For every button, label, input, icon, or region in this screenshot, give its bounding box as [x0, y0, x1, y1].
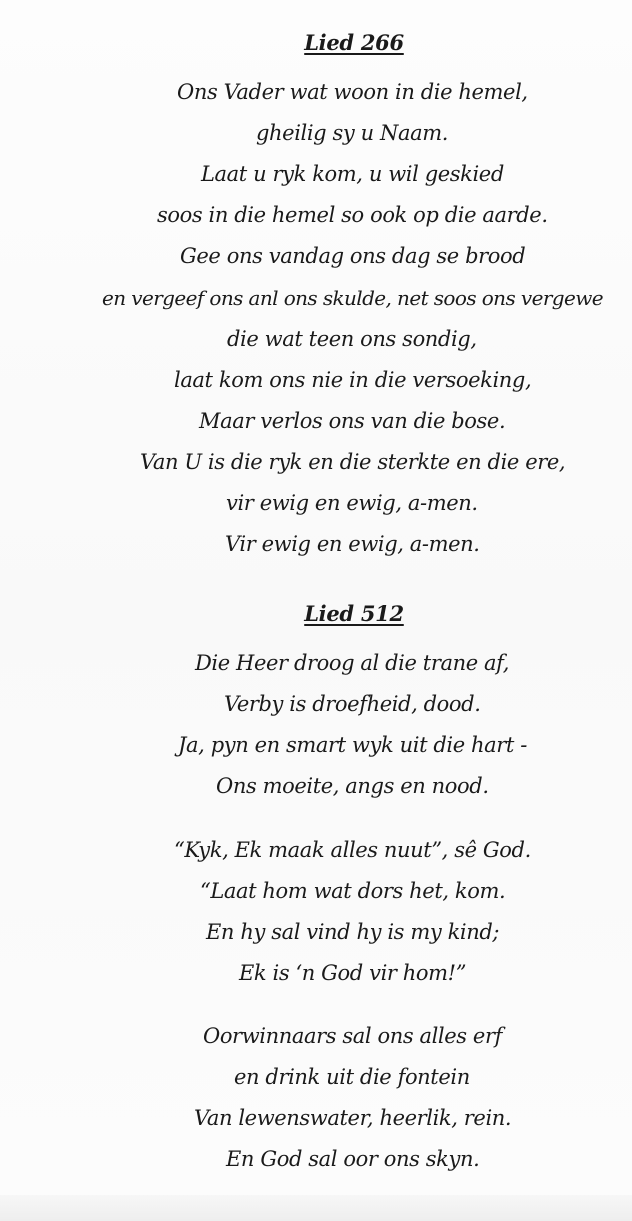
hymn-line: en vergeef ons anl ons skulde, net soos ons vergewe: [102, 286, 603, 310]
hymn-line: soos in die hemel so ook op die aarde.: [157, 203, 548, 227]
hymn-line: En hy sal vind hy is my kind;: [206, 920, 500, 944]
hymn-line: en drink uit die fontein: [234, 1065, 470, 1089]
hymn-line: Van lewenswater, heerlik, rein.: [194, 1106, 512, 1130]
hymn-line: Vir ewig en ewig, a-men.: [225, 532, 480, 556]
hymn-line: gheilig sy u Naam.: [256, 121, 448, 145]
page-bottom-edge: [0, 1195, 632, 1221]
hymn-line: Ons Vader wat woon in die hemel,: [177, 80, 528, 104]
hymn-line: Laat u ryk kom, u wil geskied: [201, 162, 504, 186]
hymn-line: “Kyk, Ek maak alles nuut”, sê God.: [174, 838, 531, 862]
hymn-line: Maar verlos ons van die bose.: [199, 409, 506, 433]
hymn-line: En God sal oor ons skyn.: [226, 1147, 480, 1171]
hymn-title: Lied 512: [304, 601, 404, 626]
hymn-line: Die Heer droog al die trane af,: [195, 651, 510, 675]
hymn-line: laat kom ons nie in die versoeking,: [174, 368, 532, 392]
hymn-title: Lied 266: [304, 30, 404, 55]
hymn-line: Ja, pyn en smart wyk uit die hart -: [178, 733, 527, 757]
hymn-line: vir ewig en ewig, a-men.: [226, 491, 478, 515]
hymn-line: Ons moeite, angs en nood.: [216, 774, 489, 798]
hymn-line: die wat teen ons sondig,: [227, 327, 477, 351]
hymn-line: Verby is droefheid, dood.: [224, 692, 481, 716]
hymn-line: “Laat hom wat dors het, kom.: [200, 879, 506, 903]
hymn-line: Van U is die ryk en die sterkte en die ere,: [140, 450, 566, 474]
hymn-line: Oorwinnaars sal ons alles erf: [203, 1024, 502, 1048]
hymn-line: Gee ons vandag ons dag se brood: [180, 244, 526, 268]
hymn-line: Ek is ‘n God vir hom!”: [239, 961, 467, 985]
